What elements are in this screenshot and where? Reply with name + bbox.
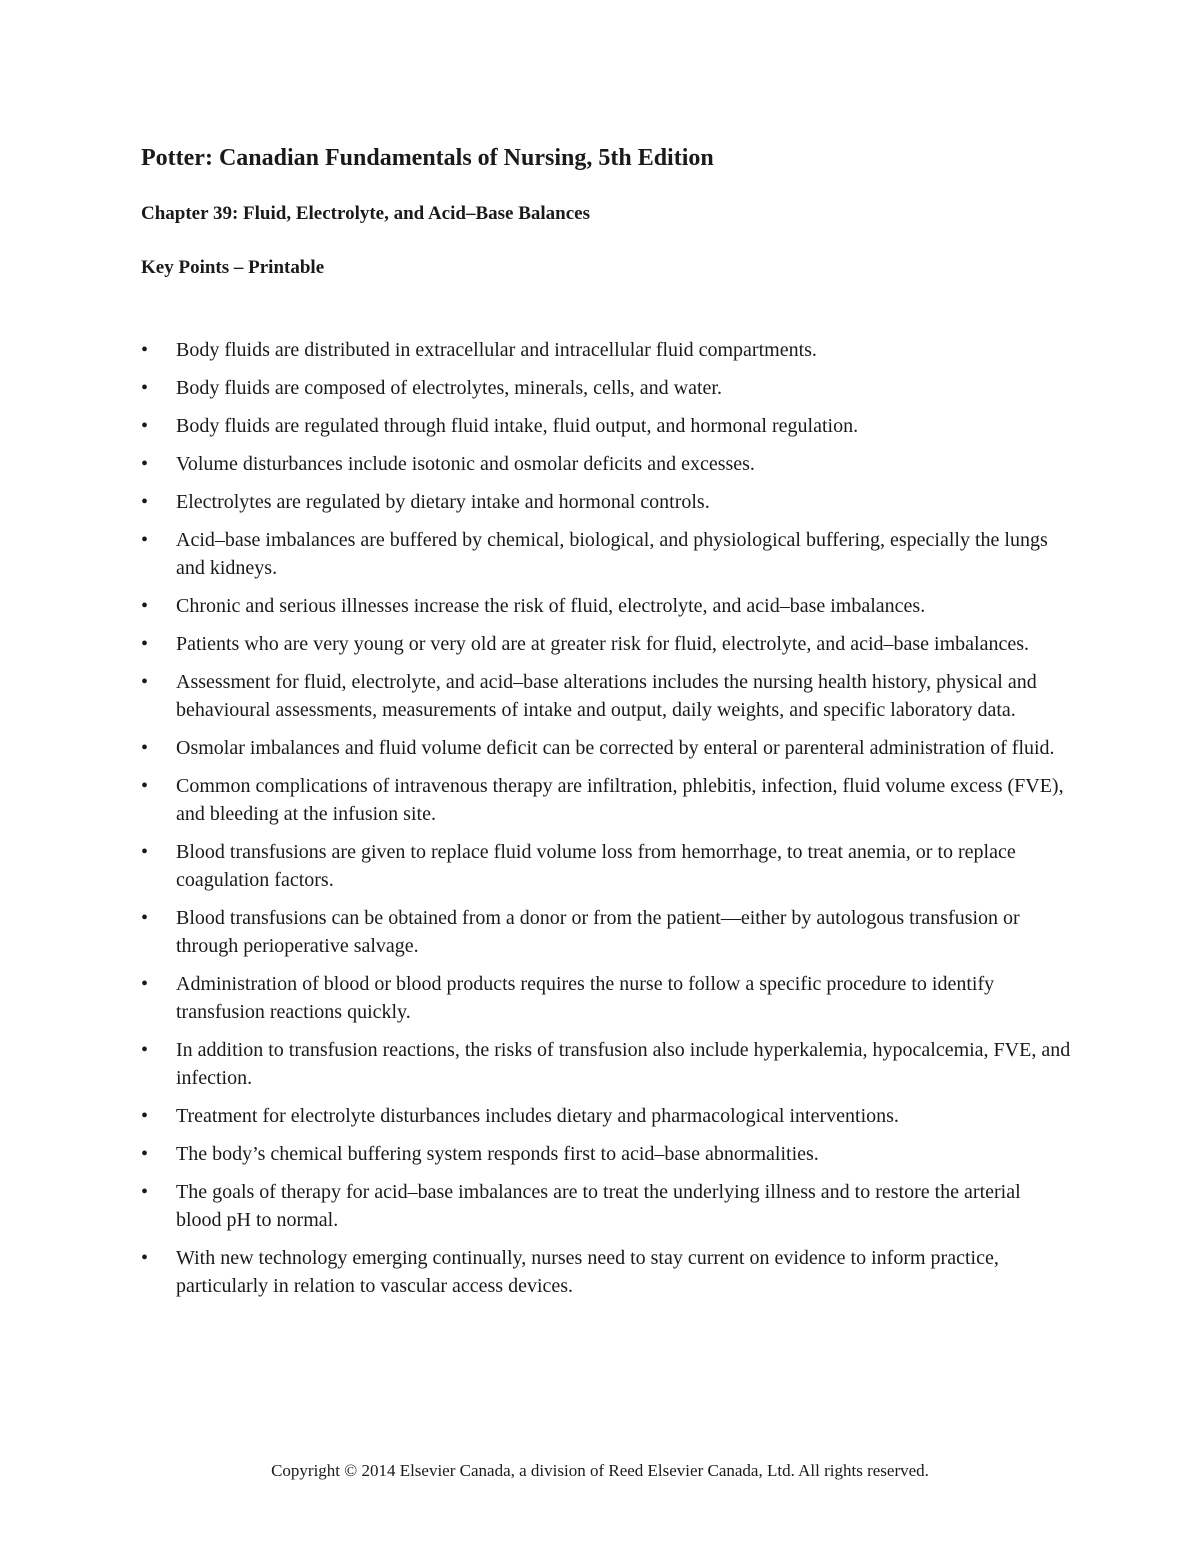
key-point-item [141, 1036, 1071, 1092]
key-point-item [141, 668, 1071, 724]
key-point-text: Patients who are very young or very old are at greater risk for fluid, electrolyte, and acid–base imbalances. [176, 633, 1030, 655]
key-point-item [141, 630, 1071, 658]
bullet-icon: • [141, 907, 149, 929]
key-point-text: Volume disturbances include isotonic and osmolar deficits and excesses. [176, 453, 755, 475]
key-point-item [141, 734, 1071, 762]
key-point-item [141, 1178, 1071, 1234]
bullet-icon: • [141, 841, 149, 863]
bullet-icon: • [141, 339, 149, 361]
key-point-text: Assessment for fluid, electrolyte, and acid–base alterations includes the nursing health history, physical and behavioural assessments, measurements of intake and output, daily weights, and specific laboratory data. [176, 671, 1037, 721]
key-point-item [141, 904, 1071, 960]
bullet-icon: • [141, 491, 149, 513]
bullet-icon: • [141, 1181, 149, 1203]
key-point-item [141, 374, 1071, 402]
key-point-text: Chronic and serious illnesses increase the risk of fluid, electrolyte, and acid–base imbalances. [176, 595, 926, 617]
bullet-icon: • [141, 737, 149, 759]
key-point-text: Blood transfusions are given to replace fluid volume loss from hemorrhage, to treat anemia, or to replace coagulation factors. [176, 841, 1016, 891]
key-point-text: With new technology emerging continually, nurses need to stay current on evidence to inform practice, particularly in relation to vascular access devices. [176, 1247, 999, 1297]
key-point-text: Electrolytes are regulated by dietary intake and hormonal controls. [176, 491, 710, 513]
key-point-item [141, 1102, 1071, 1130]
key-point-item [141, 526, 1071, 582]
bullet-icon: • [141, 1105, 149, 1127]
key-point-item [141, 412, 1071, 440]
key-point-text: In addition to transfusion reactions, the risks of transfusion also include hyperkalemia, hypocalcemia, FVE, and infection. [176, 1039, 1071, 1089]
key-point-item [141, 1244, 1071, 1300]
key-point-text: The body’s chemical buffering system responds first to acid–base abnormalities. [176, 1143, 819, 1165]
key-point-text: Common complications of intravenous therapy are infiltration, phlebitis, infection, fluid volume excess (FVE), and bleeding at the infusion site. [176, 775, 1064, 825]
key-point-item [141, 1140, 1071, 1168]
bullet-icon: • [141, 633, 149, 655]
copyright-footer: Copyright © 2014 Elsevier Canada, a division of Reed Elsevier Canada, Ltd. All rights reserved. [271, 1461, 929, 1480]
key-point-text: Body fluids are composed of electrolytes, minerals, cells, and water. [176, 377, 722, 399]
key-point-text: Body fluids are distributed in extracellular and intracellular fluid compartments. [176, 339, 817, 361]
bullet-icon: • [141, 415, 149, 437]
key-point-text: The goals of therapy for acid–base imbalances are to treat the underlying illness and to restore the arterial blood pH to normal. [176, 1181, 1021, 1231]
bullet-icon: • [141, 377, 149, 399]
key-point-item [141, 772, 1071, 828]
key-point-text: Blood transfusions can be obtained from a donor or from the patient—either by autologous transfusion or through perioperative salvage. [176, 907, 1020, 957]
book-title: Potter: Canadian Fundamentals of Nursing, 5th Edition [141, 145, 714, 171]
bullet-icon: • [141, 529, 149, 551]
section-title: Key Points – Printable [141, 257, 325, 278]
bullet-icon: • [141, 595, 149, 617]
key-point-text: Administration of blood or blood products requires the nurse to follow a specific procedure to identify transfusion reactions quickly. [176, 973, 995, 1023]
bullet-icon: • [141, 775, 149, 797]
key-point-item [141, 336, 1071, 364]
bullet-icon: • [141, 671, 149, 693]
chapter-title: Chapter 39: Fluid, Electrolyte, and Acid–Base Balances [141, 203, 590, 224]
bullet-icon: • [141, 1143, 149, 1165]
key-point-text: Body fluids are regulated through fluid intake, fluid output, and hormonal regulation. [176, 415, 859, 437]
key-point-item [141, 488, 1071, 516]
key-point-item [141, 970, 1071, 1026]
key-point-item [141, 450, 1071, 478]
key-point-text: Osmolar imbalances and fluid volume deficit can be corrected by enteral or parenteral administration of fluid. [176, 737, 1055, 759]
bullet-icon: • [141, 453, 149, 475]
bullet-icon: • [141, 973, 149, 995]
key-point-item [141, 838, 1071, 894]
key-points-list [141, 336, 1071, 1310]
key-point-text: Acid–base imbalances are buffered by chemical, biological, and physiological buffering, especially the lungs and kidneys. [176, 529, 1048, 579]
key-point-text: Treatment for electrolyte disturbances includes dietary and pharmacological interventions. [176, 1105, 899, 1127]
bullet-icon: • [141, 1247, 149, 1269]
key-point-item [141, 592, 1071, 620]
bullet-icon: • [141, 1039, 149, 1061]
